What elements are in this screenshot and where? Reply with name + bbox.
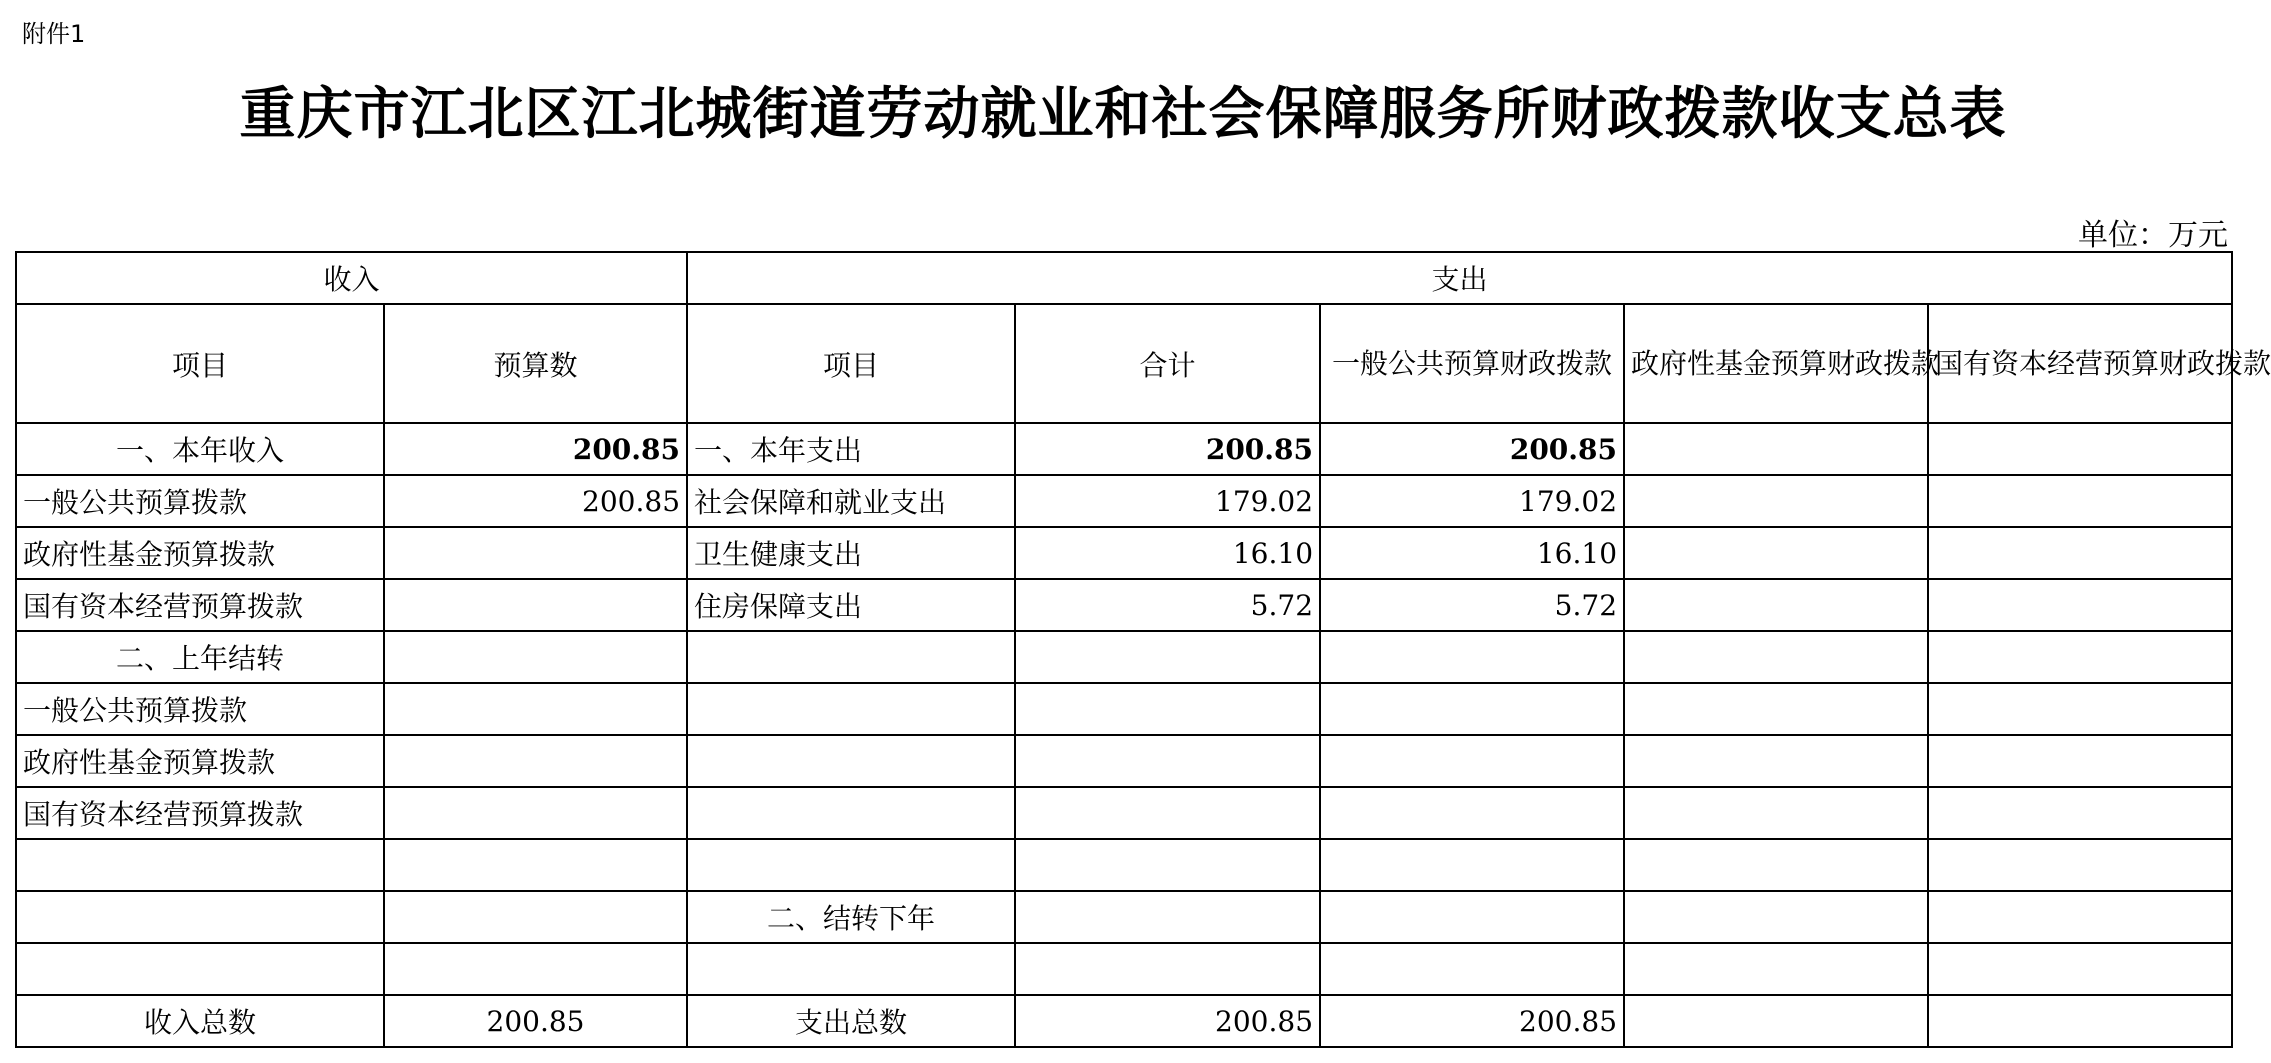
cell-exp-item [687, 683, 1015, 735]
cell-exp-fund [1624, 735, 1928, 787]
col-header-exp-total: 合计 [1015, 304, 1320, 423]
cell-exp-total: 200.85 [1015, 423, 1320, 475]
cell-exp-item [687, 943, 1015, 995]
cell-exp-total [1015, 787, 1320, 839]
unit-label: 单位：万元 [2078, 218, 2228, 253]
cell-exp-total [1015, 735, 1320, 787]
cell-exp-total [1015, 943, 1320, 995]
cell-income-total-label: 收入总数 [16, 995, 384, 1047]
cell-exp-general [1320, 943, 1624, 995]
totals-row [16, 995, 2232, 1047]
col-header-exp-general: 一般公共预算财政拨款 [1320, 304, 1624, 423]
cell-exp-item [687, 787, 1015, 839]
page-title: 重庆市江北区江北城街道劳动就业和社会保障服务所财政拨款收支总表 [239, 81, 2007, 147]
cell-exp-fund [1624, 943, 1928, 995]
cell-exp-total-label: 支出总数 [687, 995, 1015, 1047]
cell-income-budget [384, 839, 687, 891]
cell-exp-state [1928, 943, 2232, 995]
cell-exp-fund [1624, 839, 1928, 891]
cell-income-item [16, 891, 384, 943]
cell-exp-total: 179.02 [1015, 475, 1320, 527]
expenditure-group-header: 支出 [687, 252, 2232, 304]
cell-exp-fund [1624, 423, 1928, 475]
cell-income-budget: 200.85 [384, 475, 687, 527]
cell-exp-state [1928, 527, 2232, 579]
cell-income-item: 国有资本经营预算拨款 [16, 579, 384, 631]
table-row [16, 475, 2232, 527]
table-row [16, 787, 2232, 839]
cell-income-item: 一般公共预算拨款 [16, 475, 384, 527]
col-header-income-item: 项目 [16, 304, 384, 423]
cell-exp-state [1928, 839, 2232, 891]
cell-exp-fund [1624, 631, 1928, 683]
cell-exp-general [1320, 683, 1624, 735]
cell-exp-fund-total [1624, 995, 1928, 1047]
cell-income-total-value: 200.85 [384, 995, 687, 1047]
cell-income-budget [384, 891, 687, 943]
cell-exp-item: 二、结转下年 [687, 891, 1015, 943]
cell-income-budget [384, 943, 687, 995]
cell-exp-state-total [1928, 995, 2232, 1047]
cell-exp-state [1928, 787, 2232, 839]
cell-exp-state [1928, 631, 2232, 683]
cell-exp-state [1928, 683, 2232, 735]
cell-income-budget [384, 579, 687, 631]
cell-exp-item [687, 735, 1015, 787]
cell-income-item: 二、上年结转 [16, 631, 384, 683]
table-row [16, 579, 2232, 631]
table-row [16, 839, 2232, 891]
cell-income-item [16, 839, 384, 891]
cell-income-budget [384, 631, 687, 683]
cell-income-item [16, 943, 384, 995]
cell-income-budget [384, 683, 687, 735]
cell-exp-general: 200.85 [1320, 423, 1624, 475]
cell-exp-total: 16.10 [1015, 527, 1320, 579]
cell-exp-item: 社会保障和就业支出 [687, 475, 1015, 527]
cell-exp-general-total: 200.85 [1320, 995, 1624, 1047]
col-header-exp-item: 项目 [687, 304, 1015, 423]
attachment-label: 附件1 [22, 20, 86, 48]
cell-exp-item: 一、本年支出 [687, 423, 1015, 475]
cell-exp-item [687, 631, 1015, 683]
cell-exp-total-value: 200.85 [1015, 995, 1320, 1047]
cell-exp-general [1320, 631, 1624, 683]
cell-exp-fund [1624, 891, 1928, 943]
group-header-row [16, 252, 2232, 304]
col-header-exp-state: 国有资本经营预算财政拨款 [1928, 304, 2232, 423]
table-row [16, 683, 2232, 735]
cell-exp-item: 住房保障支出 [687, 579, 1015, 631]
table-row [16, 891, 2232, 943]
cell-exp-fund [1624, 683, 1928, 735]
cell-income-item: 政府性基金预算拨款 [16, 527, 384, 579]
cell-exp-general: 5.72 [1320, 579, 1624, 631]
income-group-header: 收入 [16, 252, 687, 304]
cell-income-budget [384, 787, 687, 839]
cell-exp-general [1320, 787, 1624, 839]
cell-exp-fund [1624, 787, 1928, 839]
table-row [16, 631, 2232, 683]
cell-income-item: 一、本年收入 [16, 423, 384, 475]
cell-exp-general: 16.10 [1320, 527, 1624, 579]
col-header-exp-fund: 政府性基金预算财政拨款 [1624, 304, 1928, 423]
cell-exp-state [1928, 423, 2232, 475]
cell-exp-item: 卫生健康支出 [687, 527, 1015, 579]
financial-summary-table [15, 251, 2271, 1048]
cell-exp-total [1015, 631, 1320, 683]
cell-exp-item [687, 839, 1015, 891]
cell-exp-total [1015, 891, 1320, 943]
cell-income-budget: 200.85 [384, 423, 687, 475]
cell-exp-general: 179.02 [1320, 475, 1624, 527]
cell-exp-total [1015, 839, 1320, 891]
cell-exp-total [1015, 683, 1320, 735]
cell-exp-state [1928, 891, 2232, 943]
cell-income-item: 政府性基金预算拨款 [16, 735, 384, 787]
cell-exp-total: 5.72 [1015, 579, 1320, 631]
table-row [16, 943, 2232, 995]
cell-income-item: 一般公共预算拨款 [16, 683, 384, 735]
cell-income-budget [384, 527, 687, 579]
cell-income-budget [384, 735, 687, 787]
cell-exp-general [1320, 891, 1624, 943]
cell-exp-state [1928, 475, 2232, 527]
column-header-row [16, 304, 2232, 423]
table-row [16, 735, 2232, 787]
cell-exp-fund [1624, 527, 1928, 579]
cell-exp-general [1320, 839, 1624, 891]
cell-exp-general [1320, 735, 1624, 787]
cell-income-item: 国有资本经营预算拨款 [16, 787, 384, 839]
table-row [16, 527, 2232, 579]
cell-exp-state [1928, 579, 2232, 631]
cell-exp-fund [1624, 579, 1928, 631]
col-header-income-budget: 预算数 [384, 304, 687, 423]
cell-exp-fund [1624, 475, 1928, 527]
cell-exp-state [1928, 735, 2232, 787]
table-row [16, 423, 2232, 475]
